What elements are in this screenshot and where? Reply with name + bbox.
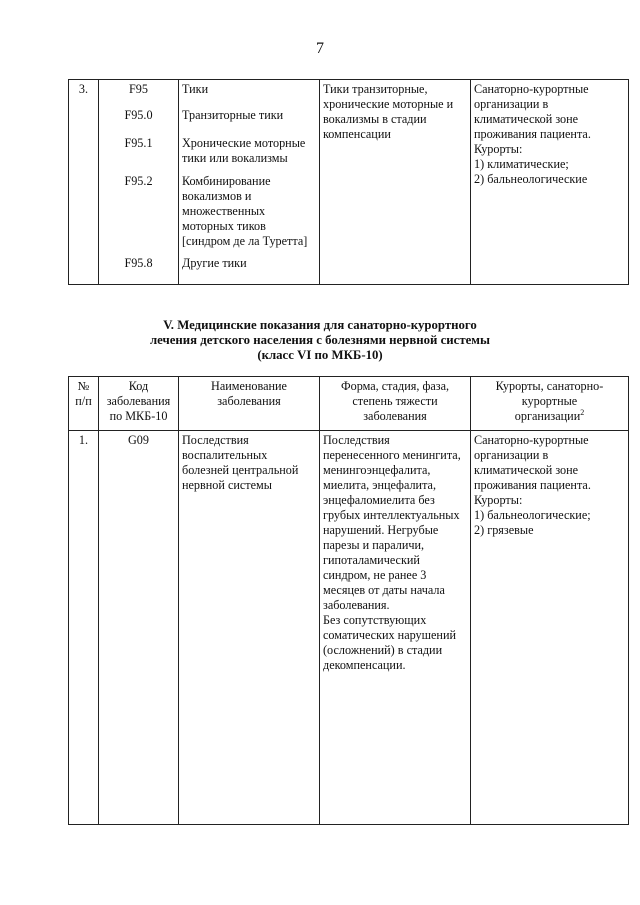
- disease-name: Другие тики: [182, 256, 247, 270]
- section-heading-line: (класс VI по МКБ-10): [257, 348, 383, 362]
- disease-name: Транзиторные тики: [182, 108, 284, 122]
- section-heading-line: V. Медицинские показания для санаторно-курортного: [163, 318, 477, 332]
- disease-name: Хронические моторные тики или вокализмы: [182, 136, 306, 165]
- header-disease-name: Наименование заболевания: [179, 377, 320, 431]
- disease-form: Последствия перенесенного менингита, менингоэнцефалита, миелита, энцефалита, энцефаломиелита без грубых интеллектуальных нарушений. Негрубые парезы и параличи, гипоталамический синдром, не ранее 3 месяцев от даты начала заболевания. Без сопутствующих соматических нарушений (осложнений) в стадии декомпенсации.: [320, 431, 471, 825]
- table-row: [69, 431, 629, 825]
- header-resorts-label: Курорты, санаторно- курортные организации: [495, 379, 604, 423]
- section-heading-line: лечения детского населения с болезнями нервной системы: [149, 333, 491, 347]
- icd-code: F95.0: [124, 108, 153, 122]
- table-row: [69, 80, 629, 285]
- indications-table: [68, 376, 629, 825]
- header-number: № п/п: [69, 377, 99, 431]
- row-number: 3.: [69, 80, 99, 285]
- section-heading: [0, 318, 640, 363]
- footnote-marker: 2: [580, 407, 585, 417]
- icd-code: G09: [99, 431, 179, 825]
- disease-form-cell: Тики транзиторные, хронические моторные и вокализмы в стадии компенсации: [320, 80, 471, 285]
- icd-codes-cell: [99, 80, 179, 285]
- disease-name: Комбинирование вокализмов и множественных моторных тиков [синдром де ла Туретта]: [182, 174, 308, 248]
- icd-code: F95.1: [124, 136, 153, 150]
- disease-name: Тики: [182, 82, 209, 96]
- continuation-table: [68, 79, 629, 285]
- icd-code: F95.8: [124, 256, 153, 270]
- header-icd-code: Код заболевания по МКБ-10: [99, 377, 179, 431]
- header-resorts: [471, 377, 629, 431]
- resorts-cell: Санаторно-курортные организации в климатической зоне проживания пациента. Курорты: 1) климатические; 2) бальнеологические: [471, 80, 629, 285]
- disease-names-cell: [179, 80, 320, 285]
- table-header-row: [69, 377, 629, 431]
- disease-name: Последствия воспалительных болезней центральной нервной системы: [179, 431, 320, 825]
- header-disease-form: Форма, стадия, фаза, степень тяжести заболевания: [320, 377, 471, 431]
- resorts: Санаторно-курортные организации в климатической зоне проживания пациента. Курорты: 1) бальнеологические; 2) грязевые: [471, 431, 629, 825]
- icd-code: F95.2: [124, 174, 153, 188]
- icd-code: F95: [129, 82, 148, 96]
- row-number: 1.: [69, 431, 99, 825]
- page-number: 7: [316, 40, 324, 57]
